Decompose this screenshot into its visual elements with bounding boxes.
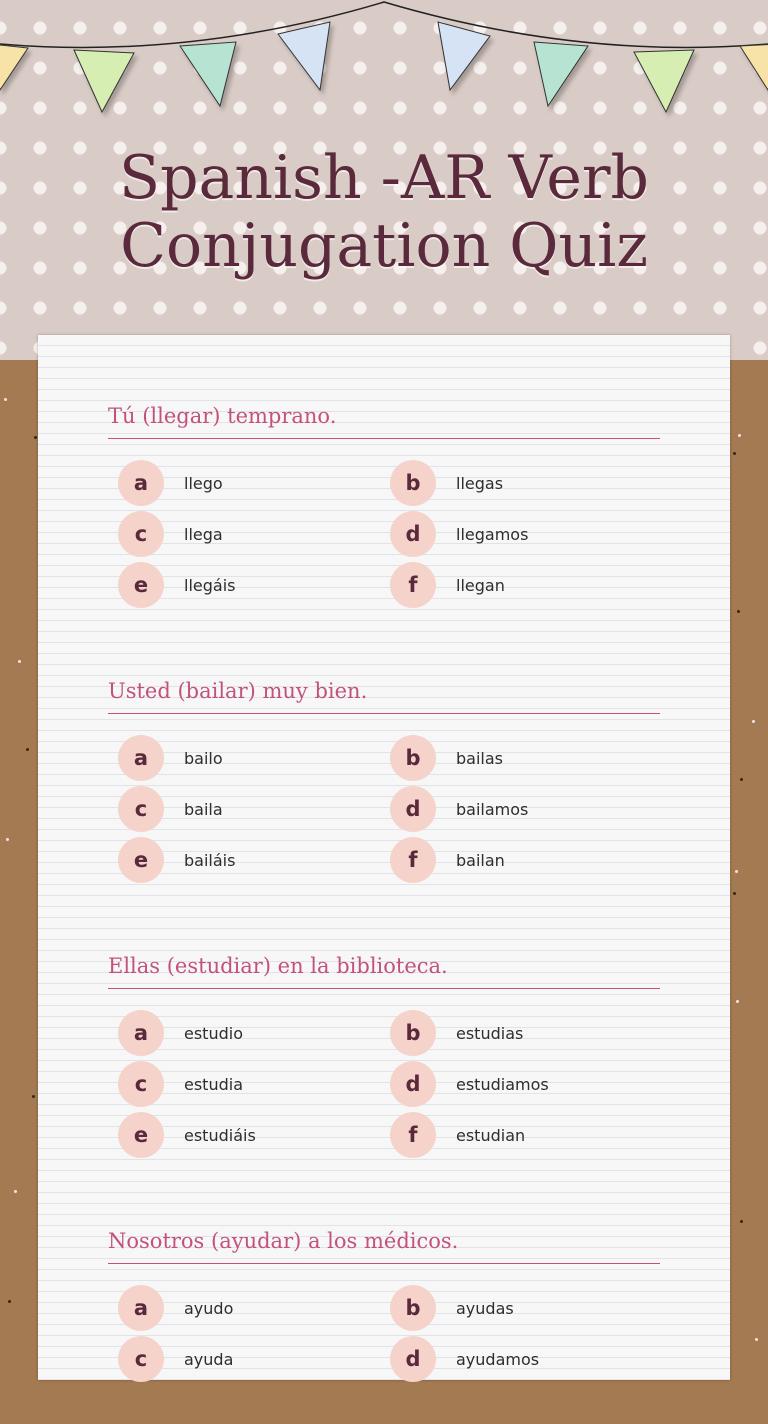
option-d[interactable]: [390, 511, 640, 557]
option-a[interactable]: [118, 1010, 368, 1056]
option-letter-badge: a: [118, 1285, 164, 1331]
option-d[interactable]: [390, 786, 640, 832]
answer-options: [108, 989, 660, 1149]
question-4: [108, 1227, 660, 1424]
option-letter-badge: b: [390, 1285, 436, 1331]
option-label: bailo: [184, 748, 223, 768]
option-c[interactable]: [118, 1336, 368, 1382]
option-label: estudio: [184, 1023, 243, 1043]
option-c[interactable]: [118, 786, 368, 832]
answer-options: [108, 714, 660, 874]
option-label: bailamos: [456, 799, 529, 819]
option-b[interactable]: [390, 1285, 640, 1331]
title-line-2: Conjugation Quiz: [120, 211, 648, 281]
page-title: [0, 144, 768, 280]
option-label: estudias: [456, 1023, 524, 1043]
bunting-decoration: [0, 0, 768, 130]
option-letter-badge: a: [118, 1010, 164, 1056]
option-label: llegas: [456, 473, 504, 493]
question-text: Ellas (estudiar) en la biblioteca.: [108, 952, 660, 989]
option-label: ayudo: [184, 1298, 234, 1318]
option-label: estudia: [184, 1074, 243, 1094]
option-letter-badge: b: [390, 1010, 436, 1056]
option-f[interactable]: [390, 1112, 640, 1158]
option-letter-badge: e: [118, 837, 164, 883]
option-d[interactable]: [390, 1061, 640, 1107]
option-b[interactable]: [390, 460, 640, 506]
option-e[interactable]: [118, 837, 368, 883]
question-1: [108, 402, 660, 599]
option-a[interactable]: [118, 1285, 368, 1331]
option-label: ayuda: [184, 1349, 234, 1369]
question-3: [108, 952, 660, 1149]
option-label: llegáis: [184, 575, 236, 595]
option-letter-badge: f: [390, 837, 436, 883]
option-f[interactable]: [390, 837, 640, 883]
option-label: estudian: [456, 1125, 526, 1145]
option-label: estudiáis: [184, 1125, 256, 1145]
option-letter-badge: e: [118, 562, 164, 608]
option-letter-badge: a: [118, 735, 164, 781]
option-letter-badge: c: [118, 1336, 164, 1382]
answer-options: [108, 439, 660, 599]
option-c[interactable]: [118, 511, 368, 557]
option-b[interactable]: [390, 735, 640, 781]
option-letter-badge: f: [390, 562, 436, 608]
question-text: Usted (bailar) muy bien.: [108, 677, 660, 714]
option-letter-badge: c: [118, 786, 164, 832]
option-label: baila: [184, 799, 223, 819]
option-e[interactable]: [118, 1112, 368, 1158]
option-c[interactable]: [118, 1061, 368, 1107]
option-label: ayudas: [456, 1298, 514, 1318]
option-label: llegamos: [456, 524, 529, 544]
option-letter-badge: c: [118, 1061, 164, 1107]
option-letter-badge: e: [118, 1112, 164, 1158]
option-label: bailas: [456, 748, 503, 768]
option-d[interactable]: [390, 1336, 640, 1382]
question-2: [108, 677, 660, 874]
option-f[interactable]: [390, 562, 640, 608]
polka-dot-header: [0, 0, 768, 360]
option-label: llega: [184, 524, 223, 544]
option-letter-badge: b: [390, 460, 436, 506]
option-letter-badge: d: [390, 1061, 436, 1107]
option-a[interactable]: [118, 735, 368, 781]
option-letter-badge: f: [390, 1112, 436, 1158]
answer-options: [108, 1264, 660, 1424]
option-label: bailan: [456, 850, 505, 870]
option-label: bailáis: [184, 850, 236, 870]
question-text: Tú (llegar) temprano.: [108, 402, 660, 439]
option-a[interactable]: [118, 460, 368, 506]
option-letter-badge: d: [390, 1336, 436, 1382]
option-letter-badge: c: [118, 511, 164, 557]
option-label: llego: [184, 473, 223, 493]
option-label: estudiamos: [456, 1074, 549, 1094]
option-e[interactable]: [118, 562, 368, 608]
quiz-paper: [38, 335, 730, 1380]
option-letter-badge: b: [390, 735, 436, 781]
option-letter-badge: a: [118, 460, 164, 506]
option-letter-badge: d: [390, 511, 436, 557]
option-letter-badge: d: [390, 786, 436, 832]
question-text: Nosotros (ayudar) a los médicos.: [108, 1227, 660, 1264]
option-b[interactable]: [390, 1010, 640, 1056]
title-line-1: Spanish -AR Verb: [119, 143, 649, 213]
option-label: llegan: [456, 575, 505, 595]
option-label: ayudamos: [456, 1349, 540, 1369]
